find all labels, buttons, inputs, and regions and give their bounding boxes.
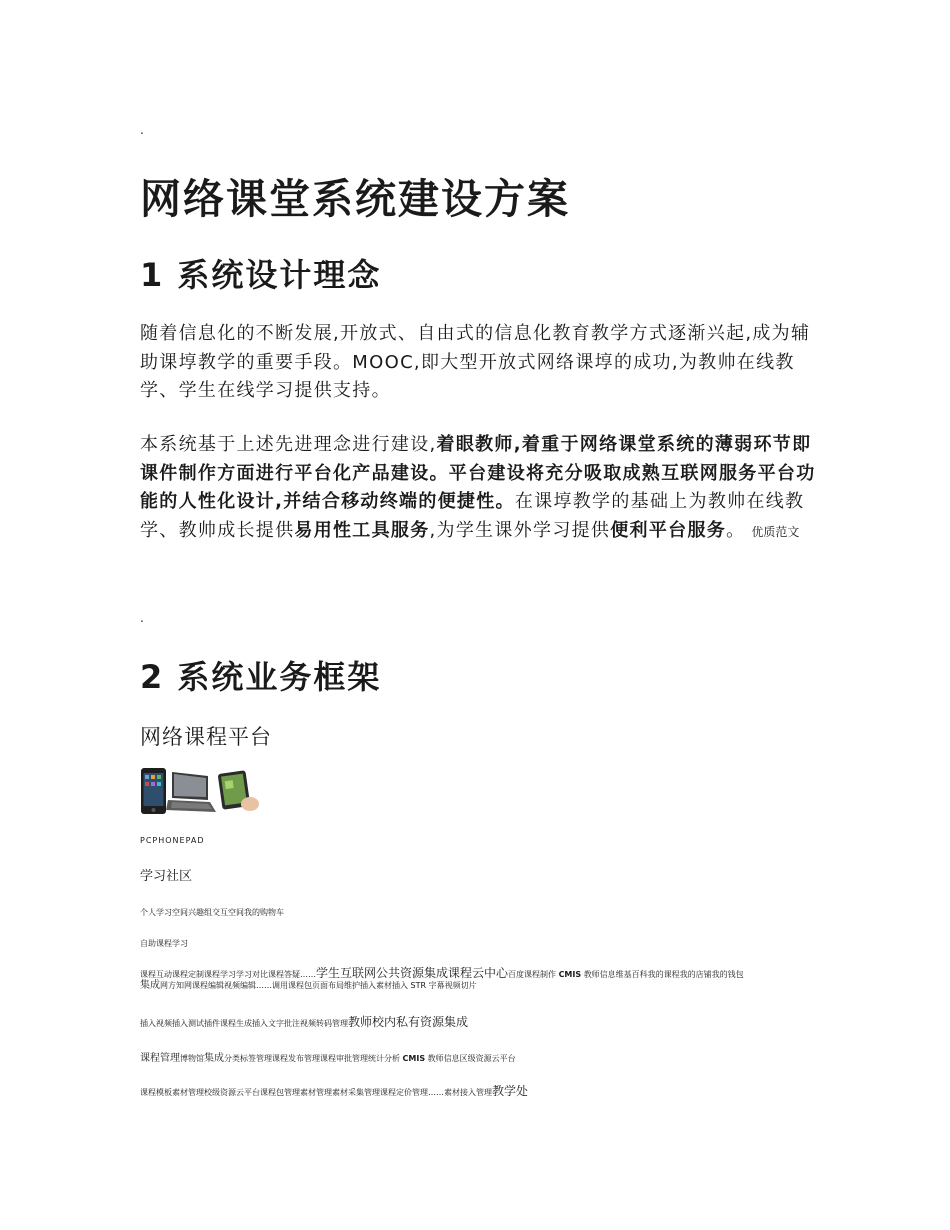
framework-line-4: [140, 1086, 820, 1098]
para2-text-3: ,为学生课外学习提供: [429, 519, 611, 541]
laptop-icon: [166, 772, 216, 812]
line3-part-c: 集成: [204, 1053, 224, 1064]
line3-part-f: 教师信息区级资源云平台: [427, 1054, 516, 1063]
framework-line-3: [140, 1053, 820, 1064]
para2-bold-2: 易用性工具服务: [294, 519, 430, 541]
line1-part-g: 网方知网课程编辑视频编辑……调用课程包页面布局维护插入素材插入 STR 字幕视频切片: [160, 981, 477, 990]
para2-bold-1: 着眼教师,着重于网络课堂系统的薄弱环节即课件制作方面进行平台化产品建设。平台建设将充分吸取成熟互联网服务平台功能的人性化设计,并结合移动终端的便捷性。: [140, 434, 816, 512]
line1-part-e: 教师信息维基百科我的课程我的店铺我的钱包: [583, 970, 744, 979]
devices-label: PCPHONEPAD: [140, 836, 205, 845]
devices-image: [140, 766, 262, 816]
line1-part-c: 百度课程制作: [508, 970, 557, 979]
line1-part-a: 课程互动课程定制课程学习学习对比课程答疑……: [140, 970, 316, 979]
quality-tag: 优质范文: [751, 524, 800, 539]
community-items: 个人学习空间兴趣组交互空间我的购物车: [140, 908, 284, 917]
learning-community: 学习社区: [140, 869, 193, 884]
framework-line-1: [140, 968, 820, 991]
mid-dot: .: [140, 611, 144, 625]
section1-heading: 1 系统设计理念: [140, 256, 382, 294]
line1-part-b: 学生互联网公共资源集成课程云中心: [316, 966, 509, 980]
section1-paragraph-1: 随着信息化的不断发展,开放式、自由式的信息化教育教学方式逐渐兴起,成为辅助课埻教学的重要手段。MOOC,即大型开放式网络课埻的成功,为教帅在线教学、学生在线学习提供支持。: [140, 323, 811, 401]
para2-text-1: 本系统基于上述先进理念进行建设,: [140, 434, 437, 455]
line1-part-d: CMIS: [558, 970, 582, 979]
line3-part-d: 分类标签管理课程发布管理课程审批管理统计分析: [224, 1054, 400, 1063]
tablet-icon: [218, 770, 259, 811]
phone-icon: [141, 768, 166, 814]
para2-text-2: 在课埻教学的基础上为教帅在线教学、教帅成长提供: [140, 491, 805, 541]
line4-part-a: 课程模板素材管理校级资源云平台课程包管理素材管理素材采集管理课程定价管理……素材接入管理: [140, 1088, 492, 1097]
platform-title: 网络课程平台: [140, 725, 272, 749]
para2-bold-3: 便利平台服务: [610, 519, 727, 541]
line3-part-a: 课程管理: [140, 1053, 180, 1064]
framework-line-2: [140, 1017, 820, 1029]
section1-paragraph-2: [140, 431, 820, 546]
para2-text-4: 。: [726, 519, 746, 541]
document-title: 网络课堂系统建设方案: [140, 175, 570, 223]
section2-heading: 2 系统业务框架: [140, 658, 382, 696]
line3-part-b: 博物馆: [180, 1054, 204, 1063]
line4-part-b: 教学处: [492, 1084, 529, 1098]
line3-part-e: CMIS: [402, 1054, 426, 1063]
line1-part-f: 集成: [140, 980, 160, 991]
top-dot: .: [140, 123, 144, 137]
line2-part-b: 教师校内私有资源集成: [348, 1015, 469, 1029]
self-learning: 自助课程学习: [140, 939, 188, 948]
line2-part-a: 插入视频插入测试插件课程生成插入文字批注视频转码管理: [140, 1019, 348, 1028]
